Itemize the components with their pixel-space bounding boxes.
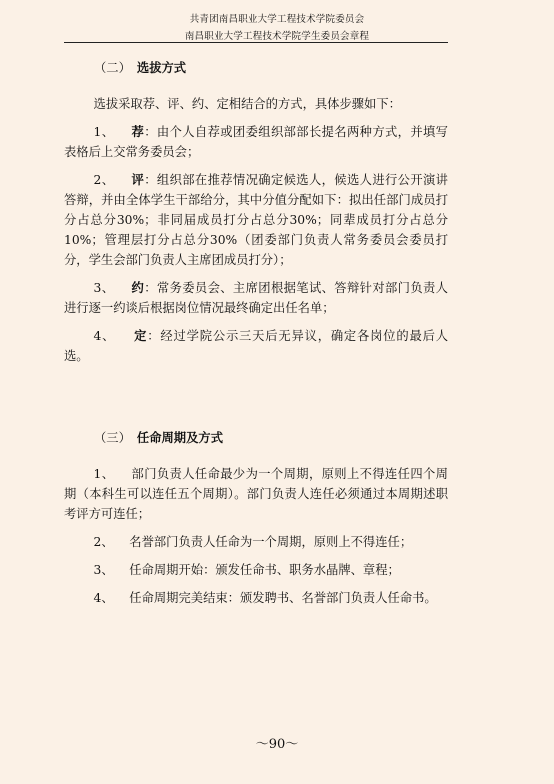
item-text: ：由个人自荐或团委组织部部长提名两种方式，并填写表格后上交常务委员会； (64, 125, 448, 159)
section-number: （三） (94, 431, 131, 445)
item-text: 部门负责人任命最少为一个周期，原则上不得连任四个周期（本科生可以连任五个周期）。部门负责人连任必须通过本周期述职考评方可连任； (64, 467, 448, 521)
section-number: （二） (94, 61, 131, 75)
list-item (64, 532, 448, 552)
item-number: 4、 (93, 329, 116, 343)
list-item (64, 560, 448, 580)
item-text: 名誉部门负责人任命为一个周期，原则上不得连任； (129, 535, 413, 549)
section-heading-selection (64, 58, 448, 78)
list-item (64, 326, 448, 366)
page-body (64, 58, 448, 608)
list-item (64, 278, 448, 318)
item-text: 任命周期开始：颁发任命书、职务水晶牌、章程； (129, 563, 400, 577)
item-keyword: 评 (131, 172, 145, 187)
section-heading-appointment (64, 428, 448, 448)
section-title: 任命周期及方式 (136, 431, 223, 445)
item-number: 1、 (93, 467, 115, 481)
item-number: 2、 (93, 173, 115, 187)
list-item (64, 588, 448, 608)
item-number: 4、 (93, 591, 114, 605)
item-number: 3、 (93, 281, 115, 295)
list-item (64, 464, 448, 524)
header-organization: 共青团南昌职业大学工程技术学院委员会 (189, 14, 365, 25)
item-keyword: 定 (134, 328, 148, 343)
header-divider (64, 42, 448, 43)
item-text: ：经过学院公示三天后无异议，确定各岗位的最后人选。 (64, 329, 448, 363)
item-text: ：常务委员会、主席团根据笔试、答辩针对部门负责人进行逐一约谈后根据岗位情况最终确定出任名单； (64, 281, 448, 315)
header-document-title: 南昌职业大学工程技术学院学生委员会章程 (184, 31, 370, 42)
item-keyword: 约 (131, 280, 145, 295)
page-number: ～90～ (255, 737, 299, 752)
list-item (64, 170, 448, 270)
item-text: 任命周期完美结束：颁发聘书、名誉部门负责人任命书。 (129, 591, 437, 605)
item-number: 3、 (93, 563, 114, 577)
item-number: 1、 (93, 125, 115, 139)
item-text: ：组织部在推荐情况确定候选人，候选人进行公开演讲答辩，并由全体学生干部给分，其中分值分配如下：拟出任部门成员打分占总分30%；非同届成员打分占总分30%；同辈成员打分占总分10%；管理层打分占总分30%（团委部门负责人常务委员会委员打分，学生会部门负责人主席团成员打分）； (64, 173, 448, 267)
list-item (64, 122, 448, 162)
item-keyword: 荐 (131, 124, 145, 139)
section-intro: 选拔采取荐、评、约、定相结合的方式，具体步骤如下： (93, 97, 401, 111)
section-title: 选拔方式 (136, 61, 187, 75)
item-number: 2、 (93, 535, 114, 549)
